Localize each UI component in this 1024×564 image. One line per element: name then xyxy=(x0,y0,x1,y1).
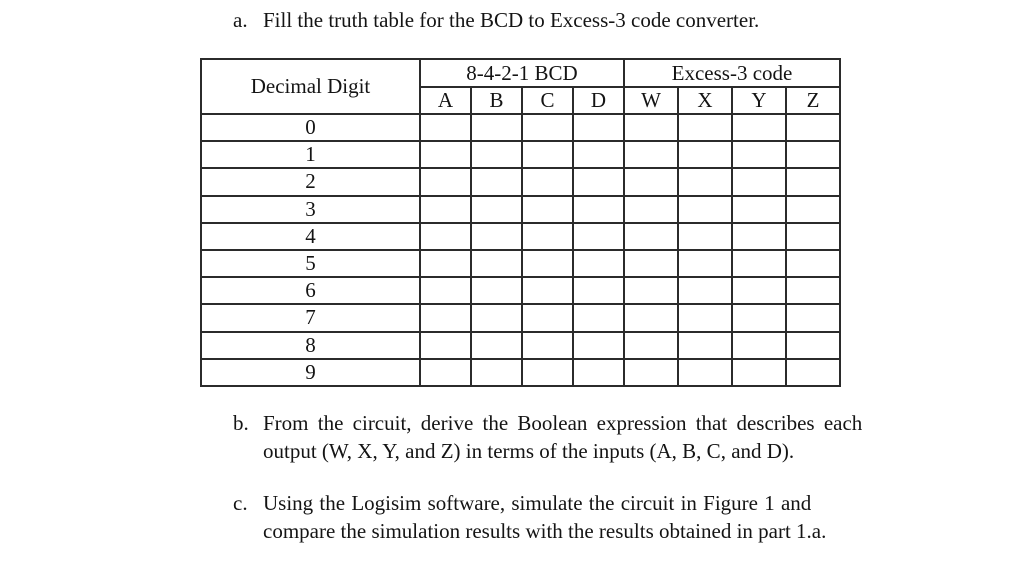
truth-table xyxy=(200,58,841,387)
question-c-label: c. xyxy=(233,491,248,515)
empty-cell xyxy=(573,304,624,331)
empty-cell xyxy=(522,359,573,386)
empty-cell xyxy=(786,223,840,250)
empty-cell xyxy=(732,168,786,195)
column-header-a: A xyxy=(420,87,471,114)
empty-cell xyxy=(732,332,786,359)
empty-cell xyxy=(573,359,624,386)
empty-cell xyxy=(678,114,732,141)
empty-cell xyxy=(624,141,678,168)
table-row xyxy=(201,359,840,386)
empty-cell xyxy=(786,359,840,386)
decimal-digit-header: Decimal Digit xyxy=(201,59,420,114)
empty-cell xyxy=(624,114,678,141)
empty-cell xyxy=(678,250,732,277)
empty-cell xyxy=(471,359,522,386)
empty-cell xyxy=(732,223,786,250)
table-row xyxy=(201,114,840,141)
empty-cell xyxy=(471,332,522,359)
table-row xyxy=(201,277,840,304)
empty-cell xyxy=(573,196,624,223)
empty-cell xyxy=(471,141,522,168)
column-header-d: D xyxy=(573,87,624,114)
empty-cell xyxy=(522,114,573,141)
empty-cell xyxy=(471,277,522,304)
empty-cell xyxy=(471,114,522,141)
empty-cell xyxy=(522,141,573,168)
empty-cell xyxy=(522,223,573,250)
empty-cell xyxy=(420,250,471,277)
digit-cell: 2 xyxy=(201,168,420,195)
question-b-text xyxy=(263,410,862,465)
question-c-line-2: compare the simulation results with the results obtained in part 1.a. xyxy=(263,518,827,543)
question-a-text: Fill the truth table for the BCD to Excess-3 code converter. xyxy=(263,8,760,32)
excess3-group-header: Excess-3 code xyxy=(624,59,840,87)
table-header-group-row xyxy=(201,59,840,87)
table-row xyxy=(201,332,840,359)
empty-cell xyxy=(420,359,471,386)
empty-cell xyxy=(471,196,522,223)
digit-cell: 1 xyxy=(201,141,420,168)
digit-cell: 7 xyxy=(201,304,420,331)
empty-cell xyxy=(420,141,471,168)
empty-cell xyxy=(522,277,573,304)
empty-cell xyxy=(471,250,522,277)
question-a xyxy=(233,7,759,35)
empty-cell xyxy=(786,141,840,168)
empty-cell xyxy=(678,332,732,359)
empty-cell xyxy=(678,141,732,168)
empty-cell xyxy=(624,223,678,250)
empty-cell xyxy=(573,223,624,250)
table-row xyxy=(201,168,840,195)
empty-cell xyxy=(624,168,678,195)
empty-cell xyxy=(573,250,624,277)
empty-cell xyxy=(678,196,732,223)
column-header-c: C xyxy=(522,87,573,114)
question-b-line-2: output (W, X, Y, and Z) in terms of the inputs (A, B, C, and D). xyxy=(263,438,795,463)
empty-cell xyxy=(732,359,786,386)
digit-cell: 6 xyxy=(201,277,420,304)
digit-cell: 4 xyxy=(201,223,420,250)
empty-cell xyxy=(522,168,573,195)
empty-cell xyxy=(624,277,678,304)
empty-cell xyxy=(420,332,471,359)
empty-cell xyxy=(420,196,471,223)
table-row xyxy=(201,250,840,277)
table-row xyxy=(201,141,840,168)
empty-cell xyxy=(732,277,786,304)
empty-cell xyxy=(573,168,624,195)
empty-cell xyxy=(420,304,471,331)
table-row xyxy=(201,304,840,331)
empty-cell xyxy=(573,141,624,168)
empty-cell xyxy=(732,196,786,223)
digit-cell: 0 xyxy=(201,114,420,141)
empty-cell xyxy=(420,168,471,195)
column-header-z: Z xyxy=(786,87,840,114)
empty-cell xyxy=(573,332,624,359)
empty-cell xyxy=(420,114,471,141)
digit-cell: 9 xyxy=(201,359,420,386)
question-c xyxy=(233,490,826,545)
empty-cell xyxy=(573,277,624,304)
question-c-text xyxy=(263,490,826,545)
empty-cell xyxy=(522,332,573,359)
digit-cell: 5 xyxy=(201,250,420,277)
empty-cell xyxy=(420,277,471,304)
empty-cell xyxy=(624,332,678,359)
empty-cell xyxy=(573,114,624,141)
table-row xyxy=(201,223,840,250)
empty-cell xyxy=(522,250,573,277)
empty-cell xyxy=(624,359,678,386)
question-b xyxy=(233,410,862,465)
empty-cell xyxy=(624,196,678,223)
empty-cell xyxy=(420,223,471,250)
digit-cell: 3 xyxy=(201,196,420,223)
column-header-w: W xyxy=(624,87,678,114)
empty-cell xyxy=(624,304,678,331)
column-header-b: B xyxy=(471,87,522,114)
empty-cell xyxy=(786,304,840,331)
empty-cell xyxy=(786,277,840,304)
table-row xyxy=(201,196,840,223)
empty-cell xyxy=(678,277,732,304)
empty-cell xyxy=(678,223,732,250)
question-b-line-1: From the circuit, derive the Boolean expression that describes each xyxy=(263,411,863,435)
empty-cell xyxy=(786,114,840,141)
empty-cell xyxy=(732,114,786,141)
empty-cell xyxy=(732,304,786,331)
empty-cell xyxy=(786,196,840,223)
empty-cell xyxy=(678,168,732,195)
empty-cell xyxy=(732,141,786,168)
empty-cell xyxy=(522,196,573,223)
question-a-label: a. xyxy=(233,8,248,32)
empty-cell xyxy=(678,359,732,386)
empty-cell xyxy=(624,250,678,277)
empty-cell xyxy=(522,304,573,331)
column-header-x: X xyxy=(678,87,732,114)
digit-cell: 8 xyxy=(201,332,420,359)
question-c-line-1: Using the Logisim software, simulate the circuit in Figure 1 and xyxy=(263,491,812,515)
empty-cell xyxy=(471,223,522,250)
column-header-y: Y xyxy=(732,87,786,114)
question-b-label: b. xyxy=(233,411,249,435)
empty-cell xyxy=(786,332,840,359)
bcd-group-header: 8-4-2-1 BCD xyxy=(420,59,624,87)
empty-cell xyxy=(732,250,786,277)
empty-cell xyxy=(786,250,840,277)
empty-cell xyxy=(786,168,840,195)
empty-cell xyxy=(471,168,522,195)
empty-cell xyxy=(678,304,732,331)
empty-cell xyxy=(471,304,522,331)
